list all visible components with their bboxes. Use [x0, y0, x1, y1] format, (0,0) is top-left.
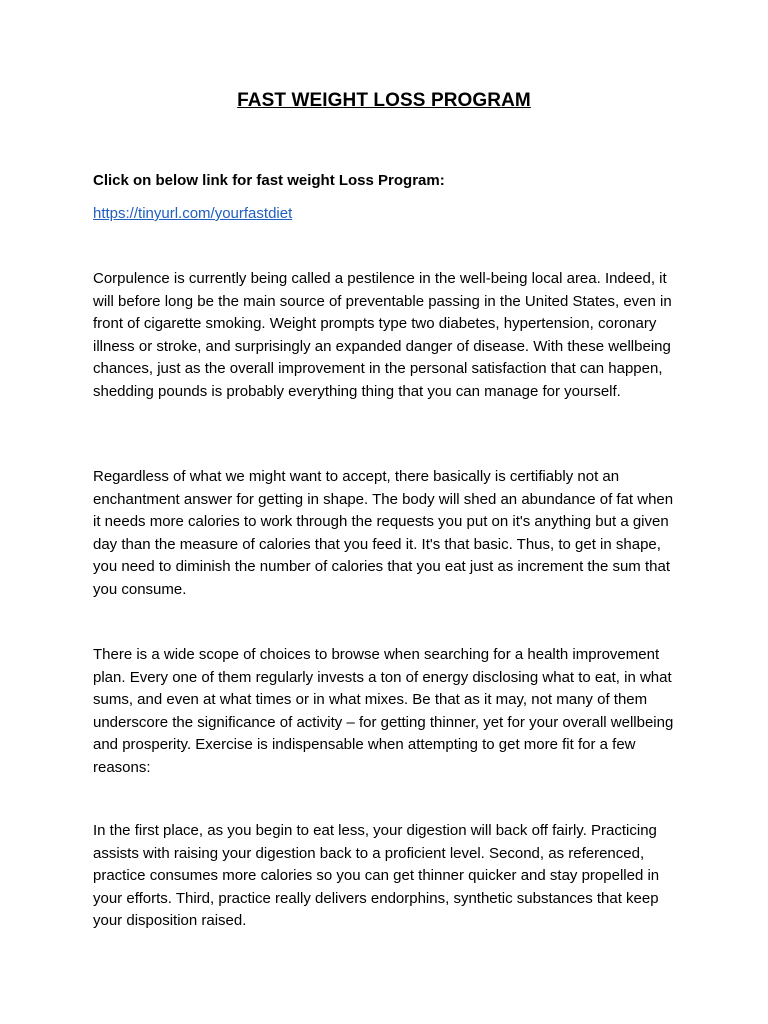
program-link[interactable]: https://tinyurl.com/yourfastdiet — [93, 205, 293, 222]
paragraph-3: There is a wide scope of choices to browse when searching for a health improvement plan. Every one of them regularly invests a ton of energy disclosing what to eat, in what sums, and even at what times or in what mixes. Be that as it may, not many of them underscore the significance of activity – for getting thinner, yet for your overall wellbeing and prosperity. Exercise is indispensable when attempting to get more fit for a few reasons: — [93, 646, 674, 776]
intro-text: Click on below link for fast weight Loss Program: — [93, 172, 445, 189]
paragraph-4: In the first place, as you begin to eat less, your digestion will back off fairly. Practicing assists with raising your digestion back to a proficient level. Second, as referenced, practice consumes more calories so you can get thinner quicker and stay propelled in your efforts. Third, practice really delivers endorphins, synthetic substances that keep your disposition raised. — [93, 822, 660, 929]
paragraph-2: Regardless of what we might want to accept, there basically is certifiably not an enchantment answer for getting in shape. The body will shed an abundance of fat when it needs more calories to work through the requests you put on it's anything but a given day than the measure of calories that you feed it. It's that basic. Thus, to get in shape, you need to diminish the number of calories that you eat just as increment the sum that you consume. — [93, 468, 674, 598]
paragraph-1: Corpulence is currently being called a pestilence in the well-being local area. Indeed, it will before long be the main source of preventable passing in the United States, even in front of cigarette smoking. Weight prompts type two diabetes, hypertension, coronary illness or stroke, and surprisingly an expanded danger of disease. With these wellbeing chances, just as the overall improvement in the personal satisfaction that can happen, shedding pounds is probably everything thing that you can manage for yourself. — [93, 270, 672, 400]
document-title: FAST WEIGHT LOSS PROGRAM — [237, 90, 531, 111]
